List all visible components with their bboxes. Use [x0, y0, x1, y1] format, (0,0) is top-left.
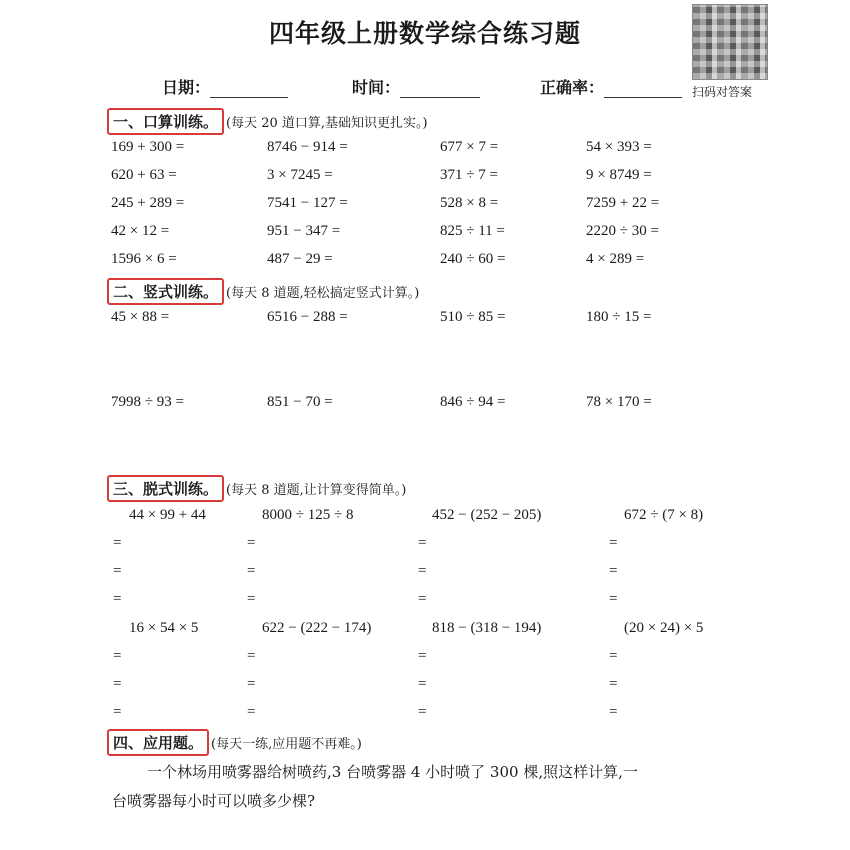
equals-line: = [609, 648, 618, 664]
equals-line: = [247, 591, 256, 607]
oral-problem: 9 × 8749 = [586, 167, 652, 183]
stepwise-problem: (20 × 24) × 5 [624, 620, 704, 636]
equals-line: = [113, 591, 122, 607]
vertical-problem: 6516 − 288 = [267, 309, 348, 325]
oral-problem: 42 × 12 = [111, 223, 170, 239]
oral-problem: 4 × 289 = [586, 251, 645, 267]
stepwise-problem: 818 − (318 − 194) [432, 620, 542, 636]
equals-line: = [113, 535, 122, 551]
section-stepwise-note: (每天 8 道题,让计算变得简单。) [226, 483, 407, 498]
oral-problem: 825 ÷ 11 = [440, 223, 505, 239]
word-problem-line-1: 一个林场用喷雾器给树喷药,3 台喷雾器 4 小时喷了 300 棵,照这样计算,一 [147, 763, 638, 781]
equals-line: = [113, 563, 122, 579]
vertical-problem: 78 × 170 = [586, 394, 652, 410]
equals-line: = [113, 676, 122, 692]
time-field [352, 75, 480, 98]
date-label: 日期： [162, 78, 211, 97]
stepwise-problem: 44 × 99 + 44 [129, 507, 206, 523]
vertical-problem: 7998 ÷ 93 = [111, 394, 184, 410]
equals-line: = [609, 563, 618, 579]
equals-line: = [113, 648, 122, 664]
accuracy-blank[interactable] [604, 83, 682, 98]
oral-problem: 677 × 7 = [440, 139, 499, 155]
oral-problem: 7541 − 127 = [267, 195, 348, 211]
equals-line: = [609, 676, 618, 692]
oral-problem: 2220 ÷ 30 = [586, 223, 659, 239]
vertical-problem: 851 − 70 = [267, 394, 333, 410]
section-word-note: (每天一练,应用题不再难。) [211, 737, 362, 752]
qr-code-icon[interactable] [692, 4, 768, 80]
equals-line: = [609, 591, 618, 607]
section-stepwise-heading [107, 475, 406, 502]
equals-line: = [418, 704, 427, 720]
vertical-problem: 510 ÷ 85 = [440, 309, 506, 325]
oral-problem: 8746 − 914 = [267, 139, 348, 155]
equals-line: = [418, 563, 427, 579]
section-oral-heading [107, 108, 428, 135]
stepwise-problem: 16 × 54 × 5 [129, 620, 199, 636]
time-label: 时间： [352, 78, 401, 97]
equals-line: = [247, 563, 256, 579]
section-vertical-title: 二、竖式训练。 [107, 278, 224, 305]
qr-label: 扫码对答案 [692, 85, 753, 99]
equals-line: = [113, 704, 122, 720]
stepwise-problem: 672 ÷ (7 × 8) [624, 507, 704, 523]
section-vertical-heading [107, 278, 419, 305]
date-blank[interactable] [210, 83, 288, 98]
oral-problem: 371 ÷ 7 = [440, 167, 498, 183]
accuracy-field [540, 75, 682, 98]
equals-line: = [247, 676, 256, 692]
stepwise-problem: 8000 ÷ 125 ÷ 8 [262, 507, 354, 523]
section-oral-note: (每天 20 道口算,基础知识更扎实。) [226, 116, 428, 131]
section-word-heading [107, 729, 362, 756]
date-field [162, 75, 288, 98]
oral-problem: 245 + 289 = [111, 195, 185, 211]
oral-problem: 54 × 393 = [586, 139, 652, 155]
vertical-problem: 846 ÷ 94 = [440, 394, 506, 410]
equals-line: = [247, 535, 256, 551]
oral-problem: 7259 + 22 = [586, 195, 660, 211]
stepwise-problem: 622 − (222 − 174) [262, 620, 372, 636]
section-stepwise-title: 三、脱式训练。 [107, 475, 224, 502]
oral-problem: 620 + 63 = [111, 167, 177, 183]
equals-line: = [247, 704, 256, 720]
oral-problem: 240 ÷ 60 = [440, 251, 506, 267]
oral-problem: 3 × 7245 = [267, 167, 333, 183]
equals-line: = [609, 704, 618, 720]
word-problem-line-2: 台喷雾器每小时可以喷多少棵? [112, 792, 316, 810]
oral-problem: 528 × 8 = [440, 195, 499, 211]
equals-line: = [418, 648, 427, 664]
equals-line: = [418, 591, 427, 607]
equals-line: = [609, 535, 618, 551]
time-blank[interactable] [400, 83, 480, 98]
vertical-problem: 45 × 88 = [111, 309, 170, 325]
equals-line: = [418, 676, 427, 692]
section-vertical-note: (每天 8 道题,轻松搞定竖式计算。) [226, 286, 420, 301]
section-word-title: 四、应用题。 [107, 729, 209, 756]
equals-line: = [418, 535, 427, 551]
equals-line: = [247, 648, 256, 664]
accuracy-label: 正确率： [540, 78, 605, 97]
page-title: 四年级上册数学综合练习题 [268, 19, 581, 48]
oral-problem: 1596 × 6 = [111, 251, 177, 267]
oral-problem: 169 + 300 = [111, 139, 185, 155]
vertical-problem: 180 ÷ 15 = [586, 309, 652, 325]
stepwise-problem: 452 − (252 − 205) [432, 507, 542, 523]
oral-problem: 487 − 29 = [267, 251, 333, 267]
oral-problem: 951 − 347 = [267, 223, 341, 239]
section-oral-title: 一、口算训练。 [107, 108, 224, 135]
